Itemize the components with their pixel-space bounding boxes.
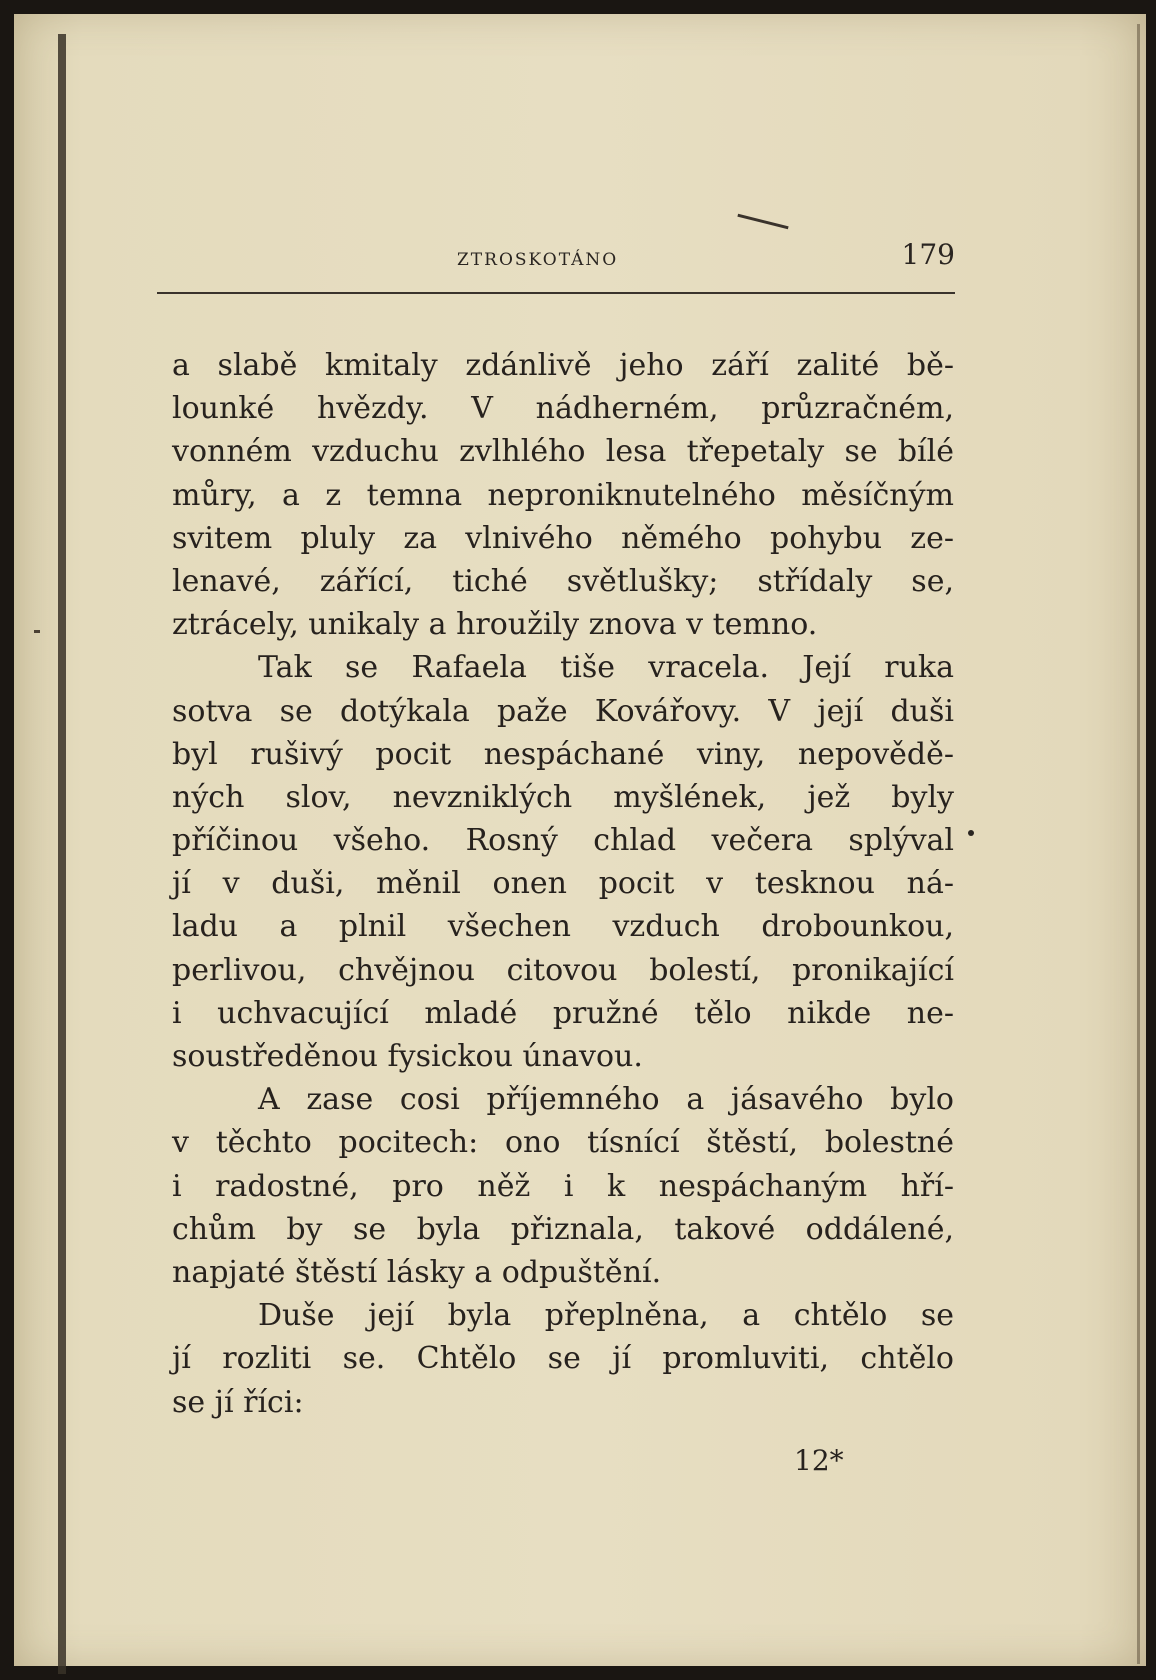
text-line: byl rušivý pocit nespáchané viny, nepovědě- <box>172 736 954 772</box>
text-line: i radostné, pro něž i k nespáchaným hří- <box>172 1168 954 1204</box>
page-number: 179 <box>901 238 955 271</box>
text-line: perlivou, chvějnou citovou bolestí, pronikající <box>172 952 954 988</box>
text-line: lounké hvězdy. V nádherném, průzračném, <box>172 391 954 427</box>
text-line: A zase cosi příjemného a jásavého bylo <box>258 1082 954 1118</box>
text-line: i uchvacující mladé pružné tělo nikde ne- <box>172 995 954 1031</box>
signature-mark: 12* <box>794 1444 844 1477</box>
binding-edge <box>58 34 66 1674</box>
text-line: soustředěnou fysickou únavou. <box>172 1039 643 1074</box>
text-line: lenavé, zářící, tiché světlušky; střídaly se, <box>172 563 954 599</box>
text-line: ladu a plnil všechen vzduch drobounkou, <box>172 909 954 945</box>
text-line: jí rozliti se. Chtělo se jí promluviti, chtělo <box>172 1341 954 1377</box>
text-line: Duše její byla přeplněna, a chtělo se <box>258 1298 954 1334</box>
margin-mark <box>968 830 974 836</box>
text-line: příčinou všeho. Rosný chlad večera splýval <box>172 823 954 859</box>
text-line: svitem pluly za vlnivého němého pohybu ze- <box>172 520 954 556</box>
header-rule <box>157 292 955 294</box>
margin-speck <box>34 630 40 633</box>
book-page <box>14 14 1146 1666</box>
body-text <box>172 344 954 1424</box>
page-header <box>157 232 955 288</box>
text-line: a slabě kmitaly zdánlivě jeho září zalité bě- <box>172 348 954 383</box>
text-line: chům by se byla přiznala, takové oddálené, <box>172 1211 954 1247</box>
text-line: napjaté štěstí lásky a odpuštění. <box>172 1254 662 1290</box>
text-line: můry, a z temna neproniknutelného měsíčným <box>172 477 954 513</box>
text-line: sotva se dotýkala paže Kovářovy. V její duši <box>172 693 954 729</box>
text-line: vonném vzduchu zvlhlého lesa třepetaly se bílé <box>172 434 954 470</box>
page-edge <box>1137 24 1140 1664</box>
text-line: se jí říci: <box>172 1384 304 1420</box>
text-line: ztrácely, unikaly a hroužily znova v temno. <box>172 607 818 643</box>
text-line: jí v duši, měnil onen pocit v tesknou ná- <box>172 866 954 902</box>
text-line: Tak se Rafaela tiše vracela. Její ruka <box>258 650 954 686</box>
text-line: ných slov, nevzniklých myšlének, jež byly <box>172 779 954 815</box>
running-title: ZTROSKOTÁNO <box>457 250 619 270</box>
ink-mark <box>737 214 788 229</box>
text-line: v těchto pocitech: ono tísnící štěstí, bolestné <box>172 1125 954 1161</box>
